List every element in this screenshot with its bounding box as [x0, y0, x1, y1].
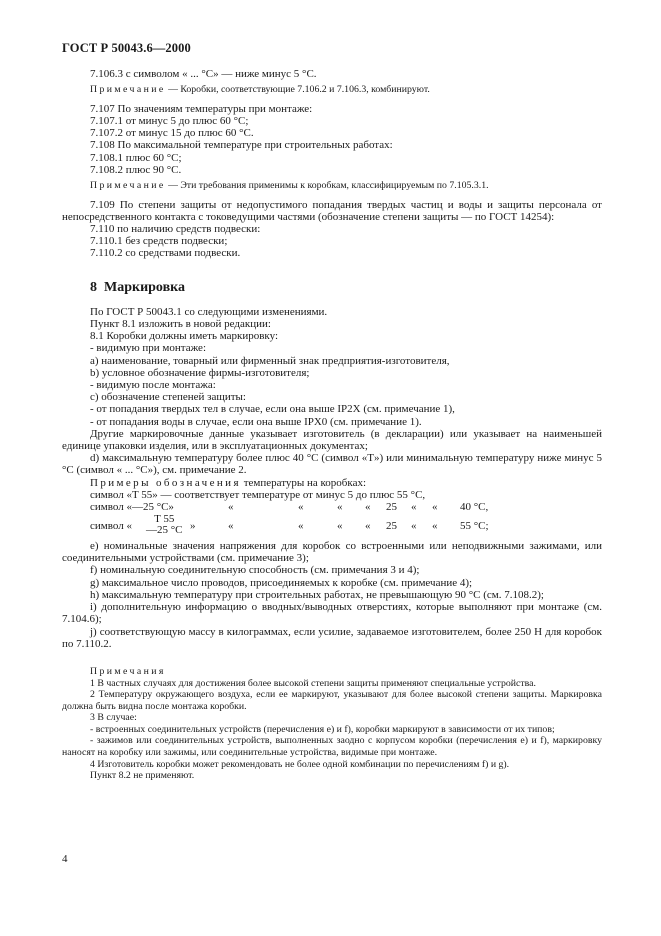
- note-item-1: 1 В частных случаях для достижения более высокой степени защиты применяют специальные устройства.: [90, 677, 536, 689]
- example-row-3: [62, 514, 602, 540]
- example-end: 55 °С;: [460, 520, 489, 533]
- note-2: [62, 180, 602, 192]
- section-number: 8: [90, 279, 97, 295]
- clause-8-1: 8.1 Коробки должны иметь маркировку:: [90, 330, 279, 343]
- ditto-mark: «: [337, 501, 343, 514]
- ditto-mark: «: [228, 501, 234, 514]
- example-row-2: [62, 501, 602, 514]
- list-item-b: b) условное обозначение фирмы-изготовителя;: [90, 366, 310, 379]
- section-title: Маркировка: [104, 279, 185, 295]
- examples-label-tail: температуры на коробках:: [240, 476, 367, 489]
- section-heading: [62, 279, 602, 295]
- note-text: — Коробки, соответствующие 7.106.2 и 7.106.3, комбинируют.: [165, 84, 430, 96]
- examples-heading: [62, 477, 602, 489]
- example-end: 40 °С,: [460, 501, 489, 514]
- clause-7-110-1: 7.110.1 без средств подвески;: [90, 235, 228, 248]
- intro-line: По ГОСТ Р 50043.1 со следующими изменениями.: [90, 305, 328, 318]
- ditto-mark: «: [432, 520, 438, 533]
- example-fraction: [146, 514, 183, 536]
- document-header: ГОСТ Р 50043.6—2000: [62, 41, 191, 55]
- list-item-a: a) наименование, товарный или фирменный знак предприятия-изготовителя,: [90, 354, 450, 367]
- note-label: Примечание: [90, 180, 166, 192]
- clause-7-106-3: 7.106.3 с символом « ... °С» — ниже минус 5 °С.: [90, 68, 317, 80]
- paragraph-other-data: Другие маркировочные данные указывает изготовитель (в декларации) или указывает на наименьшей единице упаковки изделия, или в эксплуатационных документах;: [62, 427, 602, 453]
- ditto-mark: «: [298, 501, 304, 514]
- list-item-g: g) максимальное число проводов, присоединяемых к коробке (см. примечание 4);: [90, 576, 473, 589]
- clause-7-107: 7.107 По значениям температуры при монтаже:: [90, 102, 313, 115]
- document-body: [62, 68, 602, 782]
- ditto-mark: «: [365, 501, 371, 514]
- example-value: 25: [386, 520, 397, 533]
- clause-7-107-1: 7.107.1 от минус 5 до плюс 60 °С;: [90, 115, 249, 127]
- note-1: [62, 84, 602, 96]
- clause-7-110: 7.110 по наличию средств подвески:: [90, 223, 261, 236]
- list-item-h: h) максимальную температуру при строительных работах, не превышающую 90 °С (см. 7.108.2);: [90, 588, 544, 601]
- note-item-4: 4 Изготовитель коробки может рекомендовать не более одной комбинации по перечислениям f) и g).: [90, 758, 510, 770]
- ditto-mark: «: [298, 520, 304, 533]
- clause-7-108-2: 7.108.2 плюс 90 °С.: [90, 163, 182, 176]
- example-lead: символ «—25 °С»: [90, 501, 174, 514]
- ditto-mark: «: [365, 520, 371, 533]
- note-item-3a: - встроенных соединительных устройств (перечисления e) и f), коробки маркируют в зависимости от их типов;: [90, 723, 555, 735]
- note-item-2: 2 Температуру окружающего воздуха, если ее маркируют, указывают для более высокой степени защиты. Маркировка должна быть видна после монтажа коробки.: [62, 689, 602, 712]
- clause-7-110-2: 7.110.2 со средствами подвески.: [90, 247, 241, 260]
- list-item-f: f) номинальную соединительную способность (см. примечания 3 и 4);: [90, 564, 420, 577]
- fraction-top: T 55: [154, 513, 175, 526]
- ditto-mark: «: [432, 501, 438, 514]
- clause-7-108: 7.108 По максимальной температуре при строительных работах:: [90, 139, 393, 152]
- example-row-1: символ «T 55» — соответствует температуре от минус 5 до плюс 55 °С,: [90, 488, 426, 501]
- clause-7-108-1: 7.108.1 плюс 60 °С;: [90, 151, 182, 164]
- ditto-mark: «: [228, 520, 234, 533]
- list-item-j: j) соответствующую массу в килограммах, если усилие, задаваемое изготовителем, более 250 Н для коробок по 7.110.2.: [62, 625, 602, 650]
- intro-line: Пункт 8.1 изложить в новой редакции:: [90, 318, 271, 331]
- ditto-mark: «: [411, 520, 417, 533]
- notes-tail: Пункт 8.2 не применяют.: [90, 770, 195, 782]
- list-item-i: i) дополнительную информацию о вводных/выводных отверстиях, которые выполняют при монтаже (см. 7.104.6);: [62, 601, 602, 626]
- note-text: — Эти требования применимы к коробкам, классифицируемым по 7.105.3.1.: [165, 180, 489, 192]
- note-item-3b: - зажимов или соединительных устройств, выполненных заодно с корпусом коробки (перечисления e) и f), маркировку наносят на коробку или зажимы, или соединительные устройства, видимые при монтаже.: [62, 735, 602, 759]
- list-item: - видимую после монтажа:: [90, 379, 216, 392]
- list-item-c: c) обозначение степеней защиты:: [90, 391, 246, 404]
- fraction-bottom: —25 °С: [146, 524, 183, 537]
- list-item-e: e) номинальные значения напряжения для коробок со встроенными или неподвижными зажимами, или соединительными устройствами (см. примечание 3);: [62, 540, 602, 565]
- example-value: 25: [386, 501, 397, 514]
- list-item: - от попадания воды в случае, если она выше IPX0 (см. примечание 1).: [90, 415, 422, 428]
- list-item: - видимую при монтаже:: [90, 342, 206, 355]
- list-item: - от попадания твердых тел в случае, если она выше IP2X (см. примечание 1),: [90, 403, 455, 416]
- clause-7-107-2: 7.107.2 от минус 15 до плюс 60 °С.: [90, 127, 254, 140]
- note-item-3: 3 В случае:: [90, 712, 137, 724]
- examples-label: Примеры обозначения: [90, 476, 241, 489]
- ditto-mark: «: [337, 520, 343, 533]
- note-label: Примечание: [90, 84, 166, 96]
- example-close: »: [190, 520, 196, 533]
- clause-7-109: 7.109 По степени защиты от недопустимого попадания твердых частиц и воды и защиты персонала от непосредственного контакта с токоведущими частями (обозначение степени защиты — по ГОСТ 14254):: [62, 198, 602, 223]
- example-lead: символ «: [90, 520, 132, 533]
- ditto-mark: «: [411, 501, 417, 514]
- list-item-d: d) максимальную температуру более плюс 40 °С (символ «T») или минимальную температуру ниже минус 5 °С (символ « ... °С»), см. примечание 2.: [62, 452, 602, 477]
- page-number: 4: [62, 853, 68, 865]
- notes-heading: Примечания: [90, 665, 166, 677]
